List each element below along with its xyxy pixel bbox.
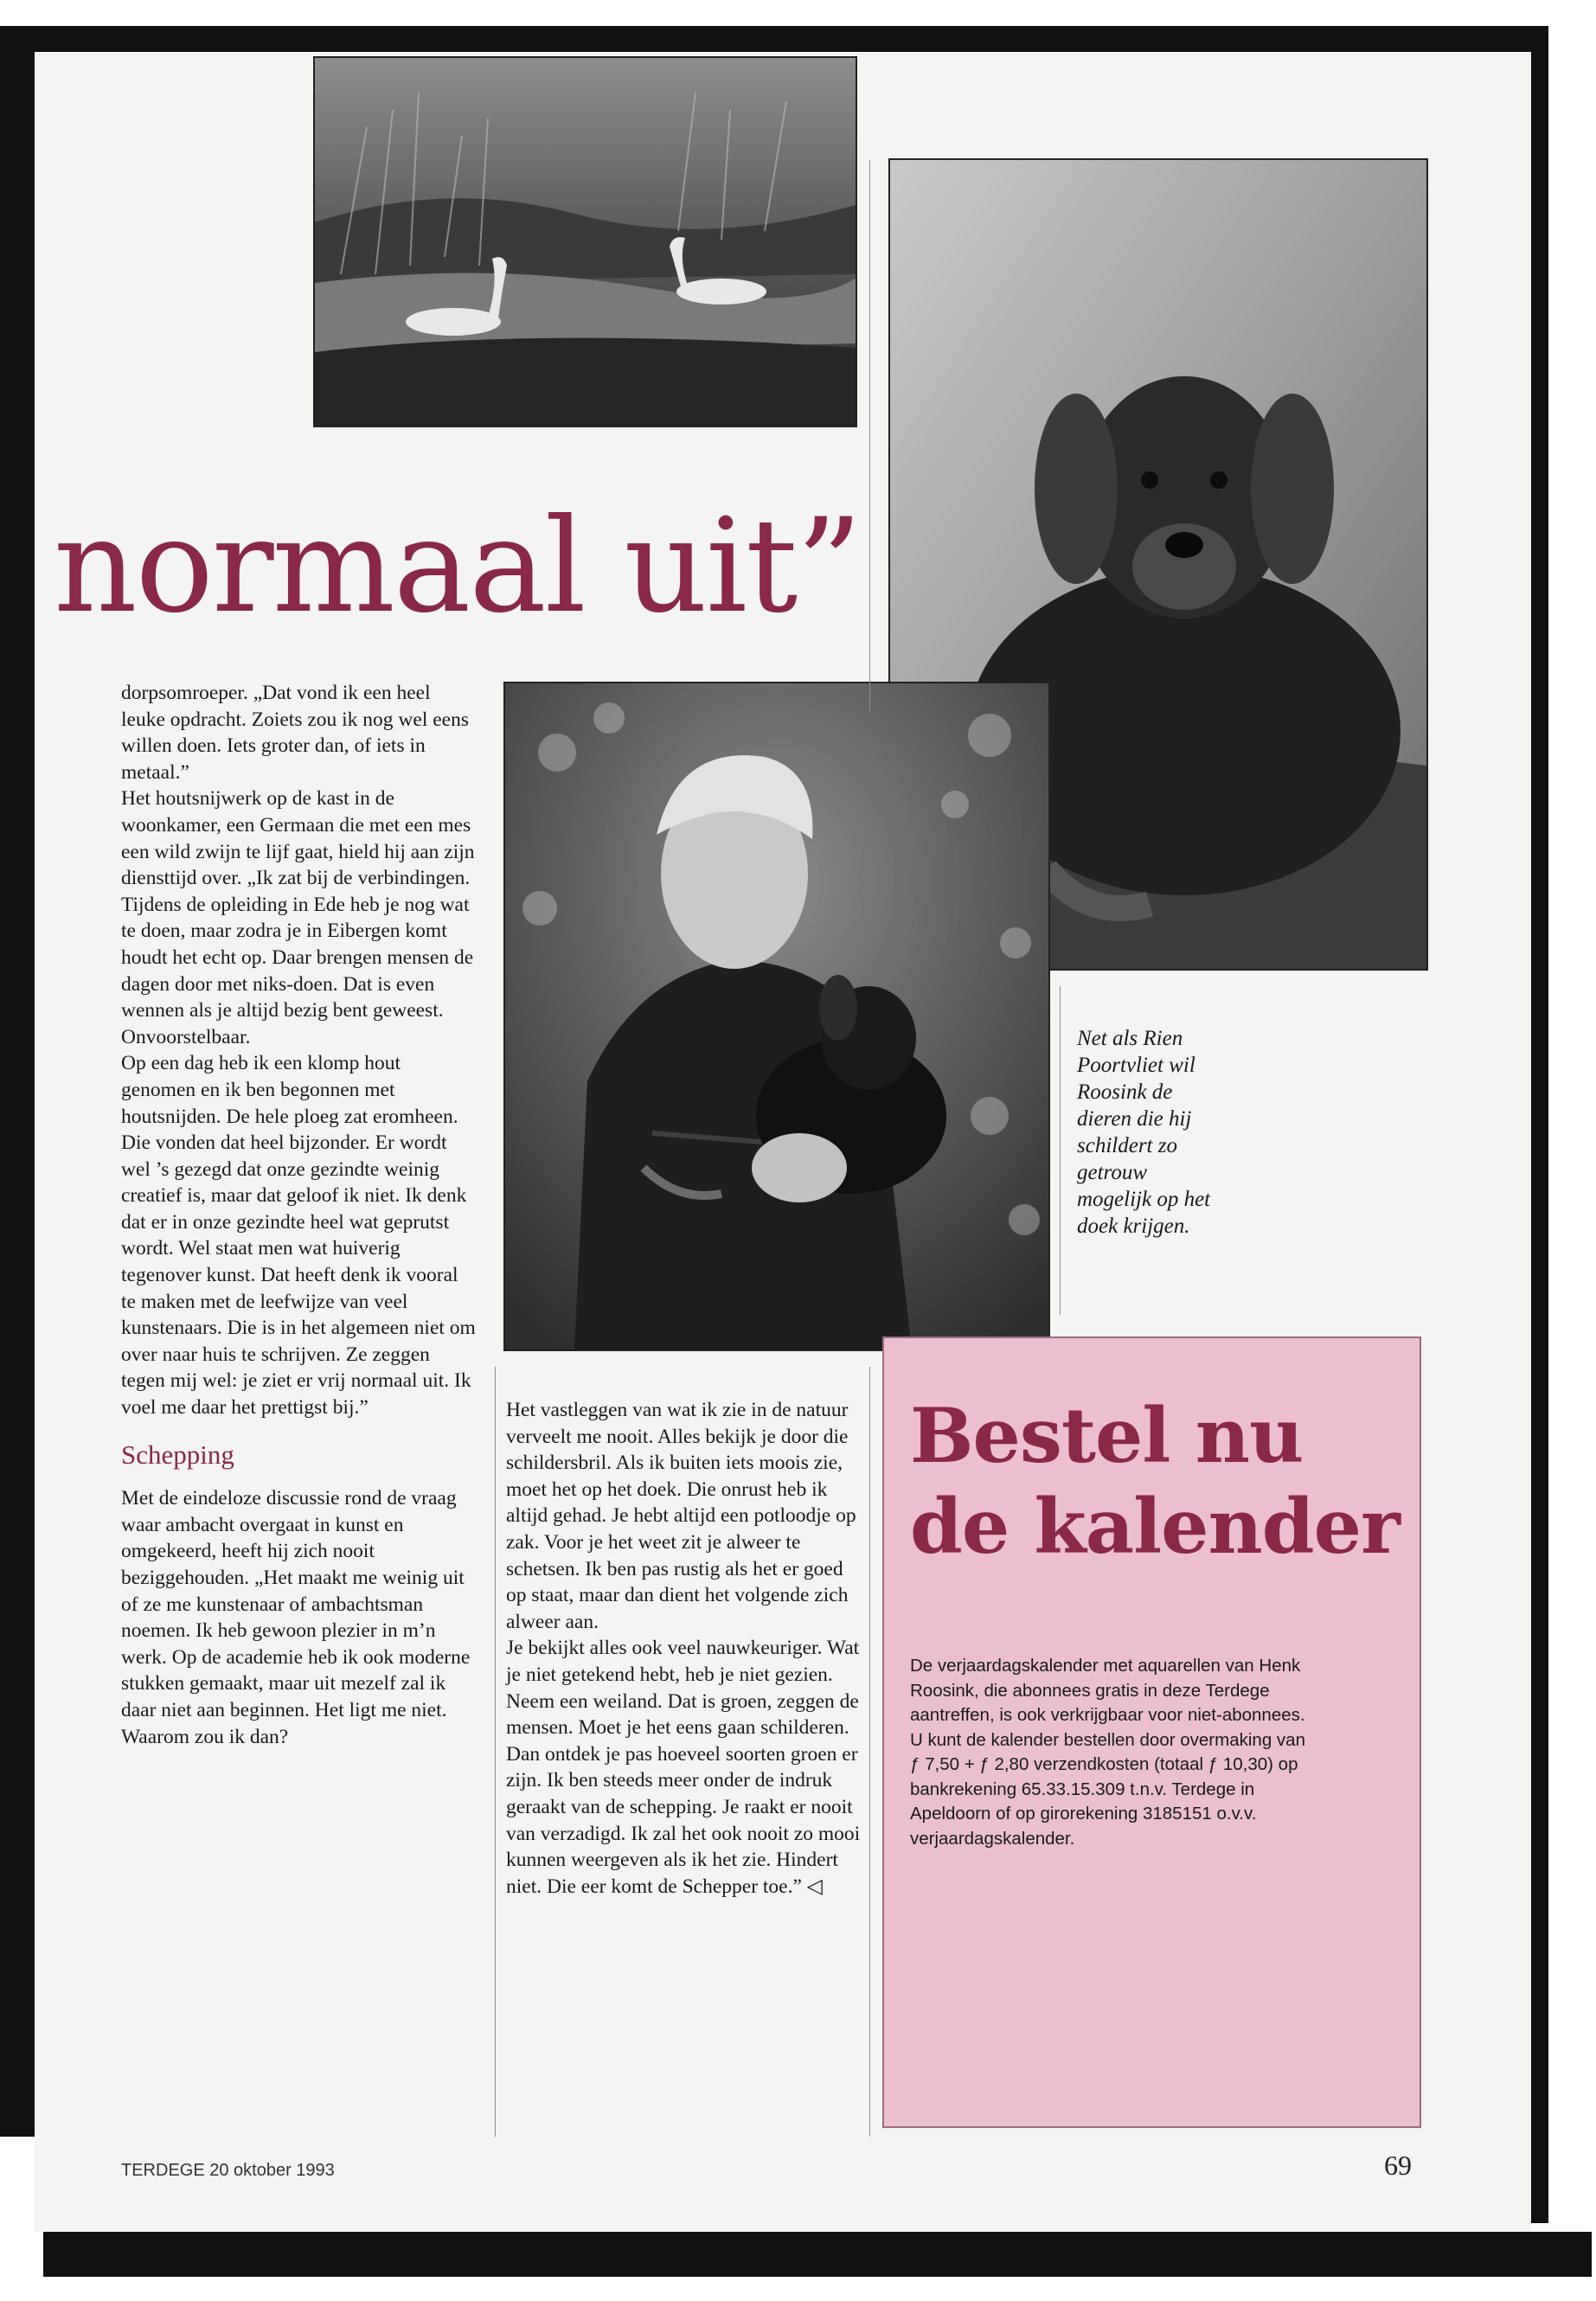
article-headline: normaal uit” (54, 491, 861, 642)
paragraph: Je bekijkt alles ook veel nauwkeuriger. Wat je niet getekend hebt, heb je niet gezien. Neem een weiland. Dat is groen, zeggen de mensen. Moet je het eens gaan schilderen. Dan ontdek je pas hoeveel soorten groen er zijn. Ik ben steeds meer onder de indruk geraakt van de schepping. Je raakt er nooit van verzadigd. Ik zal het ook nooit zo mooi kunnen weergeven als ik het zie. Hindert niet. Die eer komt de Schepper toe.” ◁ (506, 1637, 861, 1898)
column-divider (869, 1367, 870, 2137)
scan-border-right (1531, 26, 1548, 2223)
order-box-title: Bestel nu de kalender (910, 1391, 1400, 1571)
paragraph: dorpsomroeper. „Dat vond ik een heel leuke opdracht. Zoiets zou ik nog wel eens willen doen. Iets groter dan, of iets in metaal.” (121, 682, 469, 784)
publication-footer: TERDEGE 20 oktober 1993 (121, 2161, 335, 2180)
scan-border-top (0, 26, 1548, 52)
page-number: 69 (1384, 2150, 1412, 2181)
column-divider (869, 160, 870, 714)
swan-painting-photo (313, 56, 857, 427)
caption-divider (1060, 986, 1061, 1315)
paragraph: Het vastleggen van wat ik zie in de natuur verveelt me nooit. Alles bekijk je door die schildersbril. Als ik buiten iets moois zie, moet het op het doek. Die onrust heb ik altijd gehad. Je hebt altijd een potloodje op zak. Voor je het weet zit je alweer te schetsen. Ik ben pas rustig als het er goed op staat, maar dan dient het volgende zich alweer aan. (506, 1399, 856, 1633)
scan-border-left (0, 26, 35, 2137)
article-column-2 (506, 1397, 861, 1900)
column-divider (495, 1367, 496, 2137)
order-box-text: De verjaardagskalender met aquarellen van Henk Roosink, die abonnees gratis in deze Terdege aantreffen, is ook verkrijgbaar voor niet-abonnees. U kunt de kalender bestellen door overmaking van ƒ 7,50 + ƒ 2,80 verzendkosten (totaal ƒ 10,30) op bankrekening 65.33.15.309 t.n.v. Terdege in Apeldoorn of op girorekening 3185151 o.v.v. verjaardagskalender. (910, 1656, 1305, 1849)
photo-caption: Net als Rien Poortvliet wil Roosink de dieren die hij schildert zo getrouw mogelijk op het doek krijgen. (1077, 1027, 1211, 1238)
magazine-page (35, 52, 1531, 2232)
paragraph: Het houtsnijwerk op de kast in de woonkamer, een Germaan die met een mes een wild zwijn te lijf gaat, hield hij aan zijn diensttijd over. „Ik zat bij de verbindingen. Tijdens de opleiding in Ede heb je nog wat te doen, maar zodra je in Eibergen komt houdt het echt op. Daar brengen mensen de dagen door met niks-doen. Dat is even wennen als je altijd bezig bent geweest. Onvoorstelbaar. (121, 787, 475, 1048)
artist-with-dog-photo (503, 682, 1050, 1351)
section-subheading: Schepping (121, 1439, 234, 1470)
paragraph: Met de eindeloze discussie rond de vraag waar ambacht overgaat in kunst en omgekeerd, heeft hij zich nooit beziggehouden. „Het maakt me weinig uit of ze me kunstenaar of ambachtsman noemen. Ik heb gewoon plezier in m’n werk. Op de academie heb ik ook moderne stukken gemaakt, maar uit mezelf zal ik daar niet aan beginnen. Het ligt me niet. Waarom zou ik dan? (121, 1487, 471, 1748)
paragraph: Op een dag heb ik een klomp hout genomen en ik ben begonnen met houtsnijden. De hele ploeg zat eromheen. Die vonden dat heel bijzonder. Er wordt wel ’s gezegd dat onze gezindte weinig creatief is, maar dat geloof ik niet. Ik denk dat er in onze gezindte heel wat geprutst wordt. Wel staat men wat huiverig tegenover kunst. Dat heeft denk ik vooral te maken met de leefwijze van veel kunstenaars. Die is in het algemeen niet om over naar huis te schrijven. Ze zeggen tegen mij wel: je ziet er vrij normaal uit. Ik voel me daar het prettigst bij.” (121, 1052, 476, 1420)
scan-border-bottom (43, 2232, 1592, 2277)
order-calendar-box (882, 1336, 1421, 2128)
article-column-1 (121, 680, 478, 1750)
